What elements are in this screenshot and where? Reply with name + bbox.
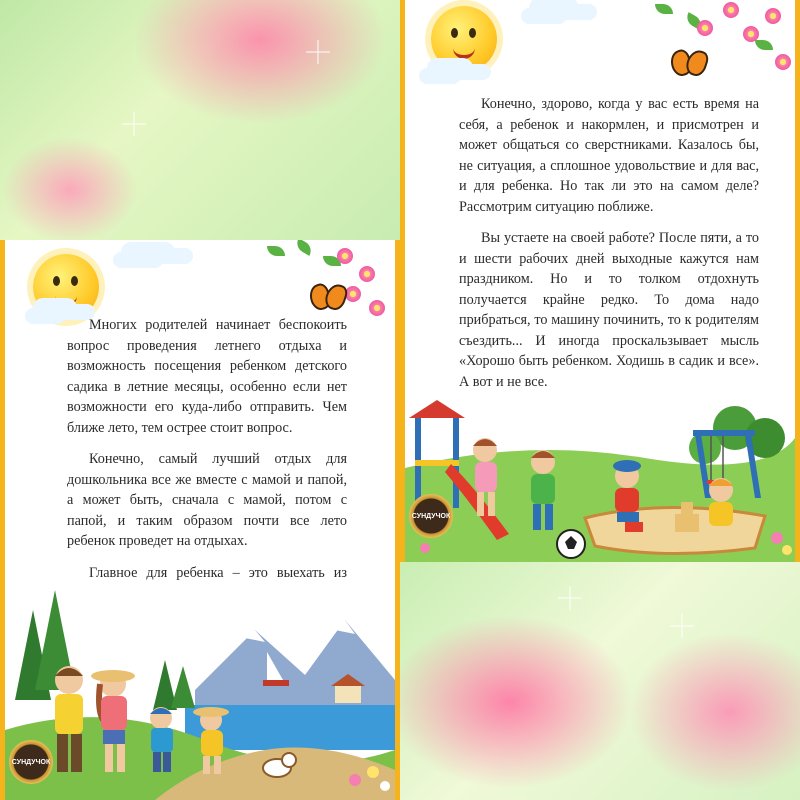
logo-text: СУНДУЧОК (11, 758, 51, 766)
flower-icon (345, 286, 361, 302)
flower-icon (337, 248, 353, 264)
family-hiking-illustration (5, 580, 395, 800)
flower-icon (723, 2, 739, 18)
cloud-icon (521, 8, 567, 24)
cloud-icon (25, 308, 65, 324)
paragraph: Конечно, самый лучший отдых для дошкольника все же вместе с мамой и папой, а может быть, сначала с мамой, потом с папой, и таким образом почти все лето ребенок проведет на отдыхах. (67, 451, 347, 549)
flower-icon (775, 54, 791, 70)
logo-icon (9, 740, 53, 784)
sparkle-icon (306, 40, 330, 64)
background-bottom-right (400, 562, 800, 800)
left-page (0, 240, 400, 800)
flower-icon (765, 8, 781, 24)
paragraph: Главное для ребенка – это выехать из (89, 564, 347, 581)
logo-text: СУНДУЧОК (411, 512, 451, 520)
butterfly-icon (671, 48, 707, 76)
sun-icon (431, 6, 497, 72)
flower-icon (359, 266, 375, 282)
paragraph: Многих родителей начинает беспокоить вопрос проведения летнего отдыха и возможность посещения ребенком детского садика в летние месяцы, особенно если нет возможности его куда-либо отправить. Чем ближе лето, тем острее стоит вопрос. (67, 317, 347, 436)
paragraph: Вы устаете на своей работе? После пяти, а то и шести рабочих дней выходные кажутся нам праздником. Но и то толком отдохнуть получается крайне редко. То дома надо прибраться, то машину починить, то к родителям съездить... И иногда проскальзывает мысль «Хорошо быть ребенком. Ходишь в садик и все». А вот и не все. (459, 230, 759, 390)
paragraph: Конечно, здорово, когда у вас есть время на себя, а ребенок и накормлен, и присмотрен и может общаться со сверстниками. Казалось бы, не ситуация, а сплошное удовольствие и для вас, и для ребенка. Но так ли это на самом деле? Рассмотрим ситуацию поближе. (459, 96, 759, 215)
butterfly-icon (310, 282, 346, 310)
right-page-text (459, 94, 759, 403)
background-top-left (0, 0, 400, 240)
right-page (400, 0, 800, 562)
cloud-icon (113, 252, 163, 268)
sparkle-icon (122, 112, 146, 136)
cloud-icon (419, 68, 461, 84)
sparkle-icon (670, 614, 694, 638)
logo-icon (409, 494, 453, 538)
flower-icon (369, 300, 385, 316)
flower-icon (743, 26, 759, 42)
sparkle-icon (558, 586, 582, 610)
playground-illustration (405, 398, 795, 562)
flower-icon (697, 20, 713, 36)
